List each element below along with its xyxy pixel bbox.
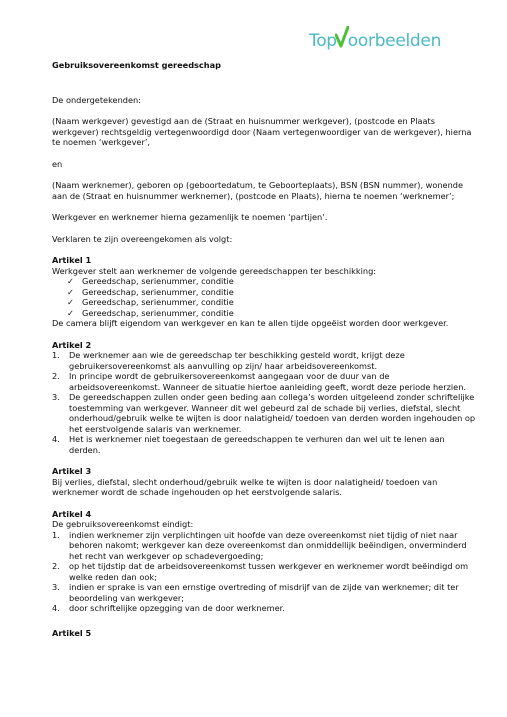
article-3-heading: Artikel 3	[52, 466, 92, 476]
parties-text: Werkgever en werknemer hierna gezamenlijk te noemen ‘partijen’.	[52, 212, 328, 222]
list-number: 2.	[52, 561, 60, 571]
article-1-heading: Artikel 1	[52, 255, 92, 265]
list-number: 2.	[52, 371, 60, 381]
list-item	[67, 308, 477, 319]
list-item	[67, 276, 477, 287]
list-number: 3.	[52, 582, 60, 592]
list-number: 3.	[52, 392, 60, 402]
list-number: 1.	[52, 350, 60, 360]
list-item-text: Het is werknemer niet toegestaan de gereedschappen te verhuren dan wel uit te lenen aan derden.	[69, 434, 445, 455]
list-item-text: Gereedschap, serienummer, conditie	[82, 307, 234, 318]
intro-text: De ondergetekenden:	[52, 94, 141, 105]
list-number: 1.	[52, 529, 60, 540]
checkmark-icon: ✓	[67, 297, 74, 307]
article-1-tail: De camera blijft eigendom van werkgever en kan te allen tijde opgeëist worden door werkgever.	[52, 318, 449, 328]
article-1-lead: Werkgever stelt aan werknemer de volgende gereedschappen ter beschikking:	[52, 265, 377, 276]
list-item	[52, 603, 477, 614]
logo-text-voorbeelden: oorbeelden	[347, 31, 442, 51]
list-item-text: Gereedschap, serienummer, conditie	[82, 286, 234, 297]
list-item	[52, 582, 477, 603]
list-item	[67, 287, 477, 298]
article-2-list	[52, 350, 477, 455]
article-5-heading: Artikel 5	[52, 627, 92, 638]
list-item-text: door schriftelijke opzegging van de door werknemer.	[69, 603, 285, 613]
list-item-text: De werknemer aan wie de gereedschap ter beschikking gesteld wordt, krijgt deze gebruikersovereenkomst als aanvulling op zijn/ haar arbeidsovereenkomst.	[69, 350, 405, 371]
checkmark-icon: ✓	[67, 286, 74, 297]
list-item	[52, 371, 477, 392]
logo-text-top: Top	[309, 31, 337, 51]
list-item-text: Gereedschap, serienummer, conditie	[82, 276, 234, 286]
checkmark-icon: ✓	[67, 276, 74, 286]
article-3-text: Bij verlies, diefstal, slecht onderhoud/gebruik welke te wijten is door nalatigheid/ toedoen van werknemer wordt de schade ingehouden op het eerstvolgende salaris.	[52, 476, 438, 497]
document-title: Gebruiksovereenkomst gereedschap	[52, 60, 221, 70]
list-item	[52, 350, 477, 371]
v-checkmark-icon	[337, 32, 348, 48]
list-item	[52, 561, 477, 582]
list-item	[67, 297, 477, 308]
list-item-text: indien werknemer zijn verplichtingen uit hoofde van deze overeenkomst niet tijdig of niet naar behoren nakomt; werkgever kan deze overeenkomst dan onmiddellijk beëindigen, onverminderd het recht van werkgever op schadevergoeding;	[69, 529, 467, 561]
article-2-heading: Artikel 2	[52, 339, 92, 350]
list-item-text: In principe wordt de gebruikersovereenkomst aangegaan voor de duur van de arbeidsovereenkomst. Wanneer de situatie hiertoe aanleiding geeft, wordt deze periode herzien.	[69, 371, 466, 392]
agreed-text: Verklaren te zijn overeengekomen als volgt:	[52, 233, 233, 244]
list-item	[52, 392, 477, 434]
list-item	[52, 434, 477, 455]
party-employer: (Naam werkgever) gevestigd aan de (Straat en huisnummer werkgever), (postcode en Plaats werkgever) rechtsgeldig vertegenwoordigd door (Naam vertegenwoordiger van de werkgever), hierna te noemen ‘werkgever’,	[52, 116, 472, 147]
tool-list	[52, 276, 477, 318]
list-number: 4.	[52, 603, 60, 613]
checkmark-icon: ✓	[67, 307, 74, 318]
list-item-text: Gereedschap, serienummer, conditie	[82, 297, 234, 307]
article-4-lead: De gebruiksovereenkomst eindigt:	[52, 519, 194, 529]
topvoorbeelden-logo[interactable]	[309, 31, 441, 51]
article-4-heading: Artikel 4	[52, 508, 92, 519]
list-item-text: De gereedschappen zullen onder geen beding aan collega’s worden uitgeleend zonder schriftelijke toestemming van werkgever. Wanneer dit wel gebeurd zal de schade bij verlies, diefstal, slecht onderhoud/gebruik welke te wijten is door nalatigheid/ toedoen van derden worden ingehouden op het eerstvolgende salaris van werknemer.	[69, 392, 476, 434]
list-item	[52, 530, 477, 562]
party-employee: (Naam werknemer), geboren op (geboortedatum, te Geboorteplaats), BSN (BSN nummer), wonende aan de (Straat en huisnummer werknemer), (postcode en Plaats), hierna te noemen ‘werknemer’;	[52, 180, 464, 201]
document-body	[52, 60, 477, 638]
list-item-text: indien er sprake is van een ernstige overtreding of misdrijf van de zijde van werknemer; dit ter beoordeling van werkgever;	[69, 582, 459, 603]
article-4-list	[52, 530, 477, 614]
list-number: 4.	[52, 434, 60, 444]
list-item-text: op het tijdstip dat de arbeidsovereenkomst tussen werkgever en werknemer wordt beëindigd om welke reden dan ook;	[69, 561, 469, 582]
and-text: en	[52, 158, 63, 169]
